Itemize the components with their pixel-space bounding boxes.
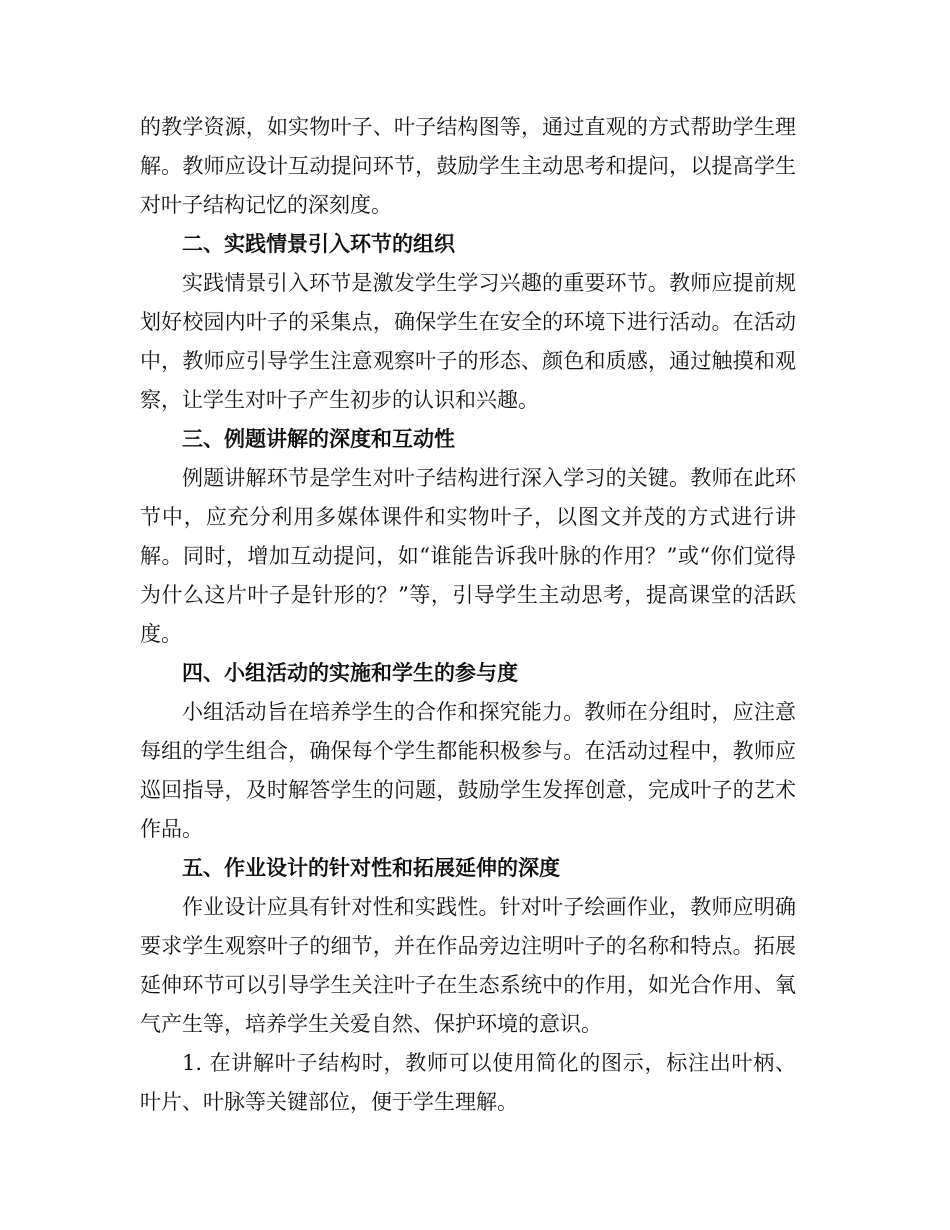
section-heading-2: 二、实践情景引入环节的组织 <box>182 232 455 256</box>
section-heading-3: 三、例题讲解的深度和互动性 <box>182 427 455 451</box>
paragraph-section-4: 小组活动旨在培养学生的合作和探究能力。教师在分组时，应注意每组的学生组合，确保每个学生都能积极参与。在活动过程中，教师应巡回指导，及时解答学生的问题，鼓励学生发挥创意，完成叶子的艺术作品。 <box>140 700 796 841</box>
paragraph-section-5: 作业设计应具有针对性和实践性。针对叶子绘画作业，教师应明确要求学生观察叶子的细节，并在作品旁边注明叶子的名称和特点。拓展延伸环节可以引导学生关注叶子在生态系统中的作用，如光合作用、氧气产生等，培养学生关爱自然、保护环境的意识。 <box>140 895 796 1036</box>
section-heading-4: 四、小组活动的实施和学生的参与度 <box>182 661 518 685</box>
section-heading-5: 五、作业设计的针对性和拓展延伸的深度 <box>182 856 560 880</box>
document-body <box>140 108 796 1122</box>
paragraph-section-2: 实践情景引入环节是激发学生学习兴趣的重要环节。教师应提前规划好校园内叶子的采集点，确保学生在安全的环境下进行活动。在活动中，教师应引导学生注意观察叶子的形态、颜色和质感，通过触摸和观察，让学生对叶子产生初步的认识和兴趣。 <box>140 271 796 412</box>
paragraph-continued: 的教学资源，如实物叶子、叶子结构图等，通过直观的方式帮助学生理解。教师应设计互动提问环节，鼓励学生主动思考和提问，以提高学生对叶子结构记忆的深刻度。 <box>140 115 796 217</box>
paragraph-section-3: 例题讲解环节是学生对叶子结构进行深入学习的关键。教师在此环节中，应充分利用多媒体课件和实物叶子，以图文并茂的方式进行讲解。同时，增加互动提问，如“谁能告诉我叶脉的作用？”或“你们觉得为什么这片叶子是针形的？”等，引导学生主动思考，提高课堂的活跃度。 <box>140 466 796 646</box>
list-item-1: 1. 在讲解叶子结构时，教师可以使用简化的图示，标注出叶柄、叶片、叶脉等关键部位，便于学生理解。 <box>140 1051 796 1114</box>
